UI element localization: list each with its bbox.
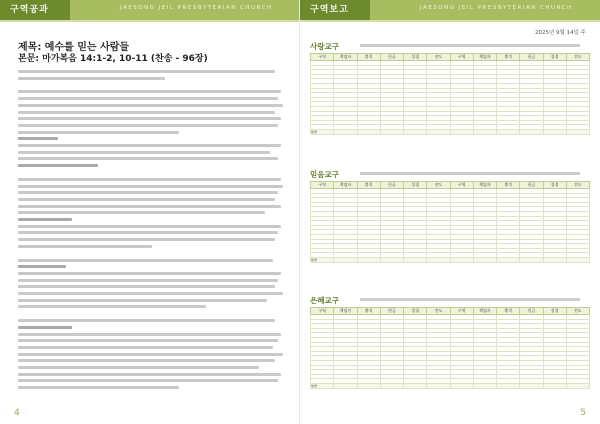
- district-title: 은혜교구: [310, 296, 339, 305]
- text-line: [18, 333, 281, 336]
- left-header-stripe: [0, 20, 300, 22]
- right-page-number: 5: [580, 408, 586, 418]
- sum-cell: [357, 383, 380, 388]
- lesson-body-text: [18, 70, 288, 400]
- sum-cell: [380, 129, 403, 134]
- text-line: [18, 104, 283, 107]
- district-report: [310, 170, 590, 263]
- sum-cell: [450, 129, 473, 134]
- right-header-stripe: [300, 20, 600, 22]
- sum-cell: [566, 129, 589, 134]
- column-header: 구역: [311, 308, 334, 315]
- text-line: [18, 292, 283, 295]
- right-header-label: 구역보고: [310, 5, 349, 15]
- column-header: 구역: [450, 54, 473, 61]
- column-header: 출석: [497, 54, 520, 61]
- right-header-subtitle: JAESONG JEIL PRESBYTERIAN CHURCH: [420, 5, 573, 11]
- text-line: [18, 77, 165, 80]
- column-header: 전도: [566, 308, 589, 315]
- sum-cell: [497, 257, 520, 262]
- district-title: 사랑교구: [310, 42, 339, 51]
- column-header: 전도: [427, 54, 450, 61]
- text-line: [18, 319, 275, 322]
- column-header: 성경: [404, 308, 427, 315]
- sum-cell: [497, 129, 520, 134]
- text-line: [18, 137, 58, 140]
- column-header: 전도: [566, 182, 589, 189]
- left-header-subtitle: JAESONG JEIL PRESBYTERIAN CHURCH: [120, 5, 273, 11]
- text-line: [18, 359, 275, 362]
- column-header: 성경: [543, 54, 566, 61]
- sum-cell: [566, 383, 589, 388]
- text-line: [18, 97, 278, 100]
- text-line: [18, 346, 273, 349]
- column-header: 전도: [427, 308, 450, 315]
- text-line: [18, 225, 281, 228]
- text-line: [18, 366, 259, 369]
- district-title: 믿음교구: [310, 170, 339, 179]
- sum-cell: [543, 383, 566, 388]
- sum-cell: [357, 257, 380, 262]
- sum-cell: [404, 257, 427, 262]
- text-line: [18, 131, 179, 134]
- report-date: 2025년 9월 14일 주: [535, 30, 586, 36]
- text-line: [18, 211, 265, 214]
- sum-cell: [427, 383, 450, 388]
- text-line: [18, 144, 281, 147]
- text-line: [18, 124, 278, 127]
- text-line: [18, 285, 275, 288]
- sum-cell: [380, 257, 403, 262]
- text-line: [18, 164, 98, 167]
- text-line: [18, 185, 283, 188]
- sum-cell: 합계: [311, 129, 334, 134]
- sum-cell: [543, 257, 566, 262]
- sum-cell: [520, 383, 543, 388]
- district-staff-line: [360, 172, 580, 175]
- text-line: [18, 272, 281, 275]
- column-header: 헌금: [380, 308, 403, 315]
- column-header: 헌금: [380, 54, 403, 61]
- text-line: [18, 151, 270, 154]
- sum-row: [311, 129, 590, 134]
- column-header: 성경: [404, 182, 427, 189]
- column-header: 책임자: [473, 182, 496, 189]
- column-header: 전도: [566, 54, 589, 61]
- text-line: [18, 299, 267, 302]
- text-line: [18, 191, 278, 194]
- column-header: 책임자: [473, 54, 496, 61]
- column-header: 출석: [357, 308, 380, 315]
- column-header: 출석: [357, 182, 380, 189]
- sum-cell: [334, 257, 357, 262]
- column-header: 성경: [543, 308, 566, 315]
- column-header: 헌금: [520, 54, 543, 61]
- sum-cell: [520, 129, 543, 134]
- lesson-title-block: [18, 42, 286, 65]
- sum-cell: [404, 383, 427, 388]
- sum-cell: [566, 257, 589, 262]
- column-header: 책임자: [334, 54, 357, 61]
- sum-cell: [450, 383, 473, 388]
- column-header: 출석: [497, 182, 520, 189]
- text-line: [18, 305, 206, 308]
- text-line: [18, 279, 278, 282]
- text-line: [18, 117, 281, 120]
- district-table: [310, 181, 590, 263]
- sum-cell: [473, 257, 496, 262]
- column-header: 구역: [311, 54, 334, 61]
- column-header: 책임자: [334, 308, 357, 315]
- column-header: 전도: [427, 182, 450, 189]
- sum-cell: [334, 129, 357, 134]
- text-line: [18, 265, 66, 268]
- text-line: [18, 231, 278, 234]
- lesson-title: 제목: 예수를 믿는 사람들: [18, 42, 130, 53]
- text-line: [18, 218, 72, 221]
- text-line: [18, 259, 273, 262]
- text-line: [18, 178, 281, 181]
- sum-cell: [334, 383, 357, 388]
- left-page-number: 4: [14, 408, 20, 418]
- column-header: 구역: [450, 308, 473, 315]
- text-line: [18, 111, 275, 114]
- sum-cell: [380, 383, 403, 388]
- column-header: 출석: [357, 54, 380, 61]
- district-table: [310, 53, 590, 135]
- text-line: [18, 157, 278, 160]
- right-page: [300, 0, 600, 424]
- district-report: [310, 296, 590, 389]
- column-header: 책임자: [473, 308, 496, 315]
- column-header: 출석: [497, 308, 520, 315]
- text-line: [18, 238, 275, 241]
- lesson-scripture: 본문: 마가복음 14:1-2, 10-11 (찬송 - 96장): [18, 54, 208, 64]
- text-line: [18, 70, 275, 73]
- district-table: [310, 307, 590, 389]
- text-line: [18, 386, 179, 389]
- district-report: [310, 42, 590, 135]
- text-line: [18, 90, 281, 93]
- sum-cell: [497, 383, 520, 388]
- column-header: 성경: [543, 182, 566, 189]
- sum-row: [311, 383, 590, 388]
- sum-cell: [427, 129, 450, 134]
- text-line: [18, 353, 283, 356]
- left-header-label: 구역공과: [10, 5, 49, 15]
- column-header: 구역: [450, 182, 473, 189]
- column-header: 헌금: [380, 182, 403, 189]
- sum-cell: [543, 129, 566, 134]
- text-line: [18, 373, 281, 376]
- district-staff-line: [360, 44, 580, 47]
- sum-cell: 합계: [311, 257, 334, 262]
- text-line: [18, 339, 278, 342]
- column-header: 헌금: [520, 182, 543, 189]
- sum-row: [311, 257, 590, 262]
- sum-cell: 합계: [311, 383, 334, 388]
- text-line: [18, 379, 278, 382]
- district-staff-line: [360, 298, 580, 301]
- column-header: 헌금: [520, 308, 543, 315]
- sum-cell: [520, 257, 543, 262]
- sum-cell: [473, 383, 496, 388]
- text-line: [18, 198, 275, 201]
- column-header: 성경: [404, 54, 427, 61]
- sum-cell: [427, 257, 450, 262]
- text-line: [18, 205, 281, 208]
- sum-cell: [357, 129, 380, 134]
- sum-cell: [473, 129, 496, 134]
- column-header: 구역: [311, 182, 334, 189]
- column-header: 책임자: [334, 182, 357, 189]
- sum-cell: [450, 257, 473, 262]
- text-line: [18, 245, 152, 248]
- sum-cell: [404, 129, 427, 134]
- text-line: [18, 326, 72, 329]
